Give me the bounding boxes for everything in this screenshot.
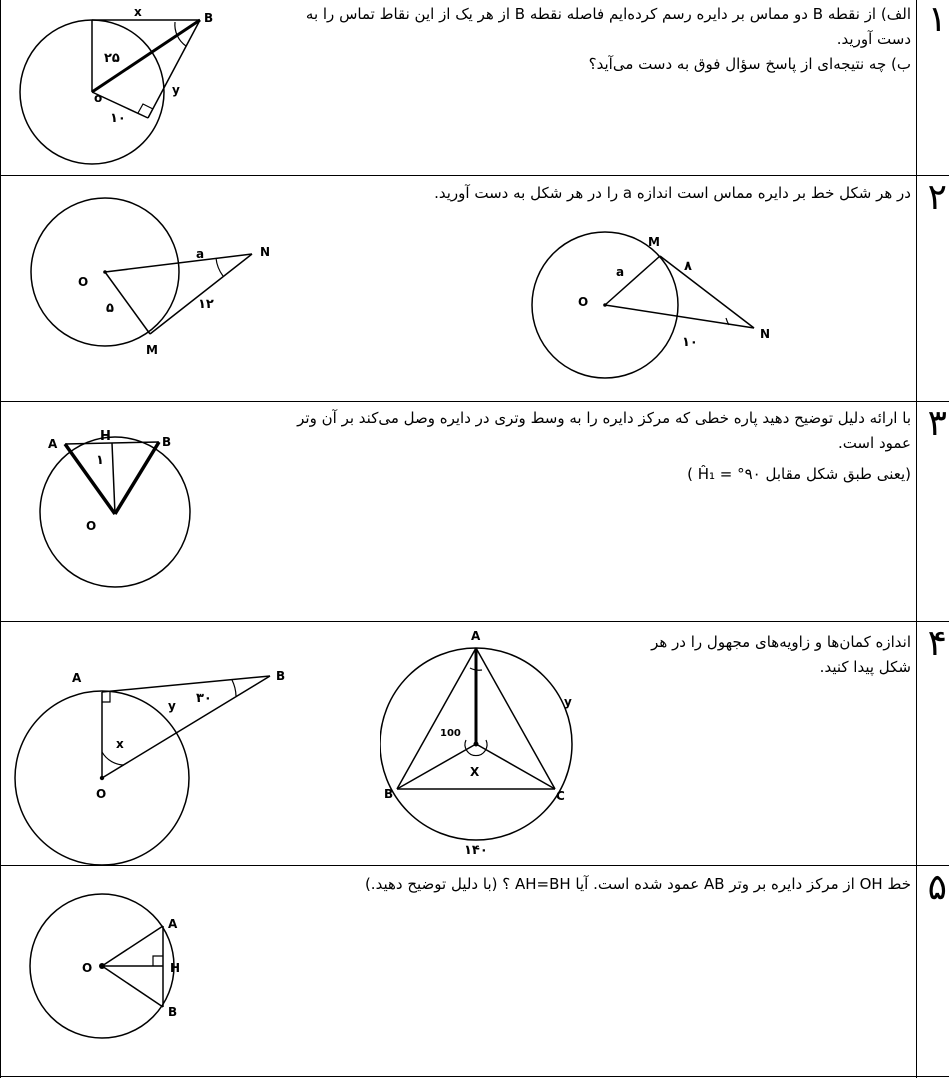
label-angle: 100 xyxy=(440,728,461,739)
label-t: ۸ xyxy=(684,259,692,274)
label-d: ۱۰ xyxy=(682,335,698,350)
question-row-3 xyxy=(0,401,949,621)
question-line: در هر شکل خط بر دایره مماس است اندازه a را در هر شکل به دست آورید. xyxy=(434,184,911,202)
label-angle-1: ۱ xyxy=(96,453,104,468)
label-r10: ۱۰ xyxy=(110,111,126,126)
label-y: y xyxy=(564,695,572,709)
question-number-cell xyxy=(916,402,949,621)
label-c: C xyxy=(556,789,565,803)
question-line: ب) چه نتیجه‌ای از پاسخ سؤال فوق به دست می‌آید؟ xyxy=(588,55,911,73)
label-b: B xyxy=(276,669,286,683)
label-o: O xyxy=(96,787,107,801)
label-o: O xyxy=(86,519,97,533)
label-o: O xyxy=(578,295,589,309)
question-row-1 xyxy=(0,0,949,175)
label-a: A xyxy=(72,671,82,685)
label-a: A xyxy=(48,437,58,451)
question-line: الف) از نقطه B دو مماس بر دایره رسم کرده‌ایم فاصله نقطه B از هر یک از این نقاط تماس را به xyxy=(305,5,911,23)
label-m: M xyxy=(146,343,158,357)
label-n: N xyxy=(760,327,771,341)
label-b: B xyxy=(168,1005,178,1019)
tangent-figure xyxy=(0,0,240,175)
label-a: A xyxy=(471,629,481,643)
question-line: دست آورید. xyxy=(836,30,911,48)
question-number-cell xyxy=(916,866,949,1078)
label-b: B xyxy=(384,787,394,801)
label-x: x xyxy=(134,5,142,19)
question-row-5 xyxy=(0,865,949,1078)
question-number: ۱ xyxy=(927,0,947,40)
label-h: H xyxy=(100,429,111,444)
question-text xyxy=(291,872,911,897)
question-text xyxy=(221,2,911,77)
question-number-cell xyxy=(916,0,949,175)
question-row-2 xyxy=(0,175,949,401)
question-line: با ارائه دلیل توضیح دهید پاره خطی که مرکز دایره را به وسط وتری در دایره وصل می‌کند بر آن وتر xyxy=(297,409,911,427)
question-number: ۳ xyxy=(927,403,947,444)
label-x: x xyxy=(116,737,124,751)
label-y: y xyxy=(168,699,176,713)
question-number: ۴ xyxy=(927,623,947,664)
arc-figure-left xyxy=(0,622,320,866)
label-y: y xyxy=(172,83,180,97)
question-line: اندازه کمان‌ها و زاویه‌های مجهول را در هر xyxy=(651,633,911,651)
table-bottom-border xyxy=(0,1076,949,1077)
chord-figure xyxy=(0,402,220,622)
question-number: ۲ xyxy=(927,177,947,218)
question-number-cell xyxy=(916,176,949,401)
label-r: ۵ xyxy=(106,301,114,316)
label-a: a xyxy=(196,247,205,261)
question-number: ۵ xyxy=(927,867,947,908)
label-a: a xyxy=(616,265,625,279)
label-b: B xyxy=(204,11,214,25)
label-b: B xyxy=(162,435,172,449)
question-text xyxy=(621,630,911,680)
label-m: M xyxy=(648,235,660,249)
label-o: o xyxy=(94,91,103,105)
question-line: خط OH از مرکز دایره بر وتر AB عمود شده است. آیا AH=BH ؟ (با دلیل توضیح دهید.) xyxy=(364,875,911,893)
question-text xyxy=(221,406,911,487)
tangent-figure-left xyxy=(0,176,300,402)
label-o: O xyxy=(78,275,89,289)
tangent-figure-right xyxy=(520,176,800,402)
arc-figure-right xyxy=(380,622,590,866)
label-arc: ۱۴۰ xyxy=(464,843,488,858)
question-line: عمود است. xyxy=(837,434,911,452)
label-a: A xyxy=(168,917,178,931)
question-line: شکل پیدا کنید. xyxy=(819,658,911,676)
label-x: X xyxy=(470,765,480,779)
label-angle: ۳۰ xyxy=(196,691,212,706)
question-line: (یعنی طبق شکل مقابل ۹۰° = Ĥ₁ ) xyxy=(687,465,911,483)
label-o: O xyxy=(82,961,93,975)
perpendicular-figure xyxy=(0,866,220,1079)
label-h: H xyxy=(170,961,181,975)
question-row-4 xyxy=(0,621,949,865)
label-t: ۱۲ xyxy=(198,297,214,312)
question-number-cell xyxy=(916,622,949,865)
label-r25: ۲۵ xyxy=(104,51,120,66)
label-n: N xyxy=(260,245,271,259)
